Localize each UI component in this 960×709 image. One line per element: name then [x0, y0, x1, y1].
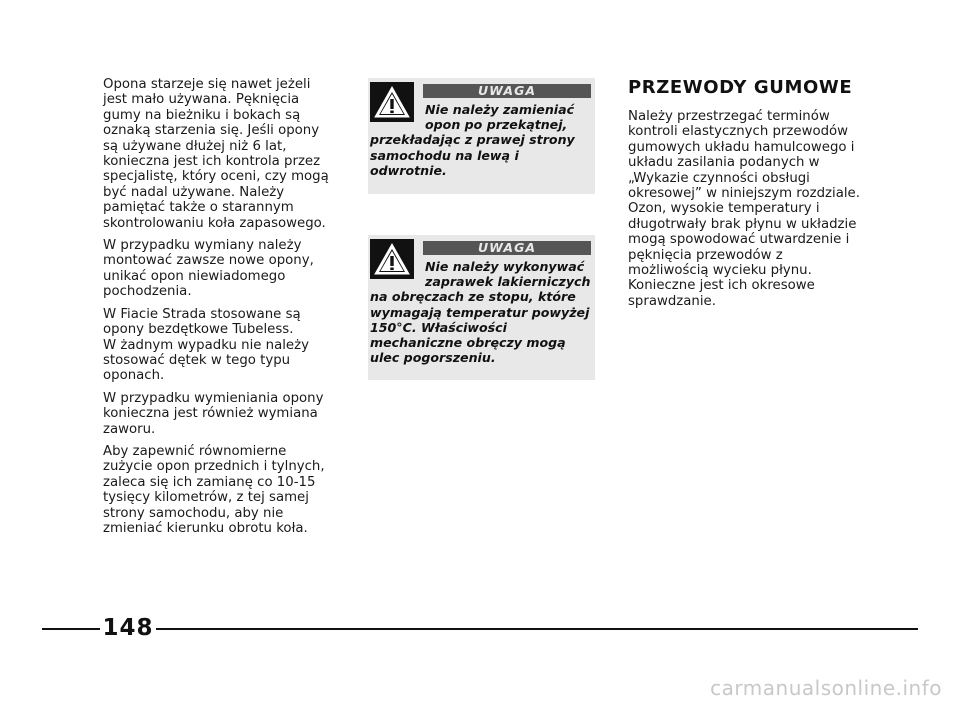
page-number: 148	[102, 615, 154, 641]
warning-label: UWAGA	[423, 84, 591, 98]
paragraph: Należy przestrzegać terminów kontroli elastycznych przewodów gumowych układu hamulcowego i układu zasilania podanych w „Wykazie czynności obsługi okresowej” w niniejszym rozdziale. Ozon, wysokie temperatury i długotrwały brak płynu w układzie mogą spowodować utwardzenie i pęknięcia przewodów z możliwością wycieku płynu. Konieczne jest ich okresowe sprawdzanie.	[628, 109, 860, 309]
warning-box	[368, 235, 595, 380]
footer-rule	[42, 628, 100, 630]
paragraph: Opona starzeje się nawet jeżeli jest mało używana. Pęknięcia gumy na bieżniku i bokach są oznaką starzenia się. Jeśli opony są używane dłużej niż 6 lat, konieczna jest ich kontrola przez specjalistę, który oceni, czy mogą być nadal używane. Należy pamiętać także o starannym skontrolowaniu koła zapasowego.	[103, 77, 329, 231]
paragraph: Aby zapewnić równomierne zużycie opon przednich i tylnych, zaleca się ich zamianę co 10-15 tysięcy kilometrów, z tej samej strony samochodu, aby nie zmieniać kierunku obrotu koła.	[103, 443, 325, 536]
section-title: PRZEWODY GUMOWE	[628, 77, 853, 98]
right-column	[628, 77, 860, 316]
paragraph: W żadnym wypadku nie należy stosować dętek w tego typu oponach.	[103, 337, 309, 384]
warning-box	[368, 78, 595, 194]
warning-text	[370, 259, 592, 365]
paragraph: W przypadku wymiany należy montować zawsze nowe opony, unikać opon niewiadomego pochodzenia.	[103, 238, 314, 300]
watermark: carmanualsonline.info	[710, 676, 942, 700]
warning-body: na obręczach ze stopu, które wymagają temperatur powyżej 150°C. Właściwości mechaniczne obręczy mogą ulec pogorszeniu.	[370, 289, 590, 366]
paragraph: W przypadku wymieniania opony konieczna jest również wymiana zaworu.	[103, 390, 324, 437]
left-column	[103, 77, 335, 543]
paragraph: W Fiacie Strada stosowane są opony bezdętkowe Tubeless.	[103, 306, 301, 338]
footer-rule	[156, 628, 918, 630]
warning-lead: Nie należy wykonywać zaprawek lakierniczych	[425, 259, 591, 290]
warning-label: UWAGA	[423, 241, 591, 255]
warning-text	[370, 102, 592, 178]
warning-body: przekładając z prawej strony samochodu na lewą i odwrotnie.	[370, 132, 575, 178]
warning-lead: Nie należy zamieniać opon po przekątnej,	[425, 102, 575, 133]
